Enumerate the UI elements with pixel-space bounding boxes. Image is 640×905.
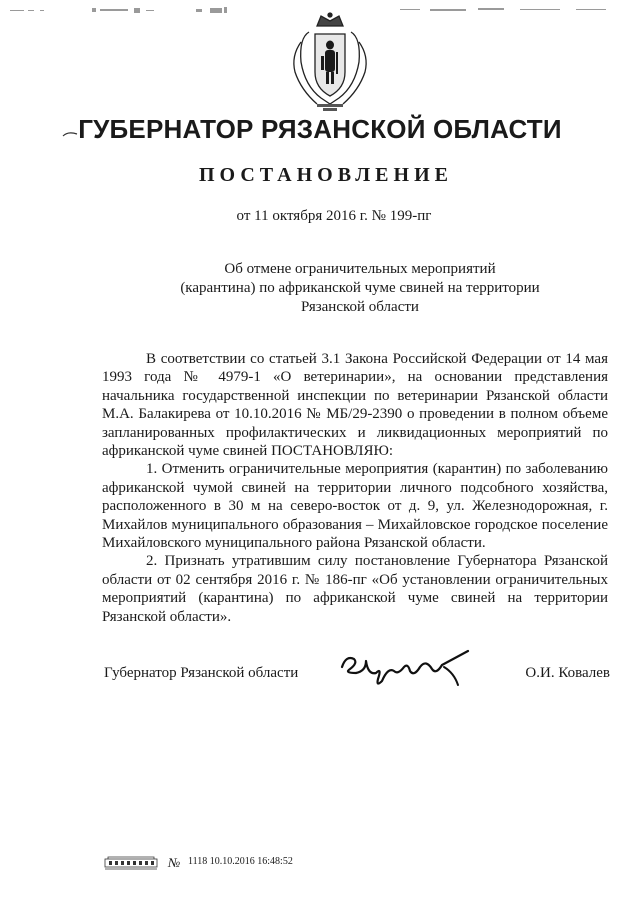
body-paragraph: 2. Признать утратившим силу постановление Губернатора Рязанской области от 02 сентября 2016 г. № 186-пг «Об установлении ограничительных мероприятий (карантина) по африканской чуме свиней на территории Рязанской области». (102, 553, 608, 625)
registration-stamp (104, 854, 404, 870)
ryazan-coat-of-arms-icon (287, 12, 373, 116)
body-paragraph: В соответствии со статьей 3.1 Закона Российской Федерации от 14 мая 1993 года № 4979-1 «О ветеринарии», на основании представления начальника государственной инспекции по ветеринарии Рязанской области М.А. Балакирева от 10.10.2016 № МБ/29-2390 о проведении в полном объеме запланированных профилактических и ликвидационных мероприятий по африканской чуме свиней ПОСТАНОВЛЯЮ: (102, 351, 608, 460)
signature-block (104, 665, 610, 695)
subject-line: (карантина) по африканской чуме свиней на территории (180, 280, 540, 296)
body-paragraph: 1. Отменить ограничительные мероприятия (карантин) по заболеванию африканской чумой свиней на территории личного подсобного хозяйства, расположенного в 30 м на северо-восток от д. 9, ул. Железнодорожная, г. Михайлов муниципального образования – Михайловское городское поселение Михайловского муниципального района Рязанской области. (102, 461, 608, 552)
decree-subject (140, 260, 580, 317)
number-sign-icon: № (168, 855, 181, 870)
signer-name: О.И. Ковалев (525, 665, 610, 681)
decree-date-number: от 11 октября 2016 г. № 199-пг (236, 208, 432, 224)
handwritten-signature-icon (336, 645, 476, 689)
subject-line: Рязанской области (301, 299, 419, 315)
office-logo-icon (104, 854, 158, 870)
registration-stamp-text: 1118 10.10.2016 16:48:52 (188, 856, 293, 867)
decree-heading: ПОСТАНОВЛЕНИЕ (199, 164, 453, 186)
decree-body (102, 350, 608, 626)
subject-line: Об отмене ограничительных мероприятий (224, 261, 496, 277)
signer-title: Губернатор Рязанской области (104, 665, 299, 681)
governor-title: ГУБЕРНАТОР РЯЗАНСКОЙ ОБЛАСТИ (78, 114, 562, 144)
